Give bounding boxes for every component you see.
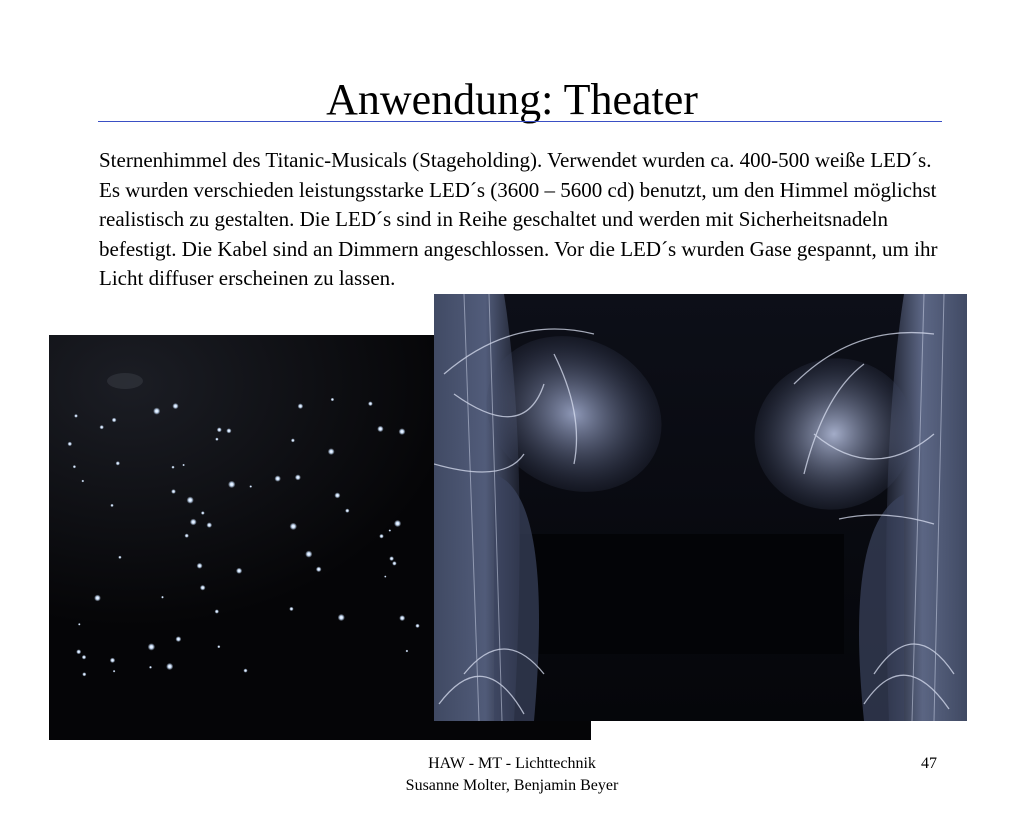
led-star	[399, 428, 406, 435]
led-star	[394, 520, 401, 527]
led-star	[389, 556, 394, 561]
led-star	[215, 438, 218, 441]
led-star	[217, 645, 220, 648]
led-star	[73, 465, 76, 468]
led-star	[316, 567, 322, 573]
footer-authors: Susanne Molter, Benjamin Beyer	[405, 777, 619, 794]
slide-title: Anwendung: Theater	[326, 75, 698, 124]
led-star	[166, 663, 173, 670]
led-star	[112, 418, 117, 423]
led-star	[176, 636, 182, 642]
led-star	[295, 474, 301, 480]
led-star	[331, 398, 335, 402]
led-star	[368, 401, 373, 406]
led-star	[305, 551, 312, 558]
led-star	[94, 595, 101, 602]
led-star	[110, 658, 115, 663]
led-star	[298, 403, 304, 409]
led-star	[110, 504, 113, 507]
led-star	[100, 425, 104, 429]
led-star	[153, 408, 160, 415]
led-star	[377, 426, 383, 432]
led-star	[328, 448, 335, 455]
led-star	[149, 666, 152, 669]
led-star	[236, 568, 242, 574]
led-star	[82, 672, 86, 676]
led-star	[249, 485, 252, 488]
footer-course: HAW - MT - Lichttechnik	[428, 755, 596, 772]
led-star	[190, 519, 197, 526]
led-star	[118, 556, 121, 559]
led-star	[116, 461, 120, 465]
led-star	[290, 523, 297, 530]
led-star	[334, 492, 340, 498]
led-star	[81, 480, 84, 483]
led-star	[392, 561, 397, 566]
led-star	[384, 575, 386, 577]
led-star	[171, 466, 174, 469]
led-star	[379, 534, 384, 539]
led-star	[200, 585, 206, 591]
led-star	[185, 534, 189, 538]
led-star	[289, 607, 293, 611]
led-star	[226, 428, 231, 433]
led-star	[243, 669, 247, 673]
led-star	[82, 655, 87, 660]
led-star	[182, 464, 185, 467]
led-star	[291, 438, 295, 442]
led-star	[171, 489, 176, 494]
led-star	[161, 596, 164, 599]
led-star	[148, 643, 155, 650]
led-star	[217, 427, 222, 432]
led-star	[389, 529, 392, 532]
footer	[312, 753, 712, 797]
stage-curtain-photo	[434, 294, 967, 721]
led-star	[74, 414, 78, 418]
slide-body-text: Sternenhimmel des Titanic-Musicals (Stageholding). Verwendet wurden ca. 400-500 weiße LED´s. Es wurden verschieden leistungsstarke LED´s (3600 – 5600 cd) benutzt, um den Himmel möglichst realistisch zu gestalten. Die LED´s sind in Reihe geschaltet und werden mit Sicherheitsnadeln befestigt. Die Kabel sind an Dimmern angeschlossen. Vor die LED´s wurden Gase gespannt, um ihr Licht diffuser erscheinen zu lassen.	[99, 148, 938, 290]
title-underline	[98, 121, 942, 122]
page-number: 47	[921, 755, 937, 772]
led-star	[197, 563, 203, 569]
led-star	[345, 509, 349, 513]
led-star	[275, 475, 281, 481]
led-star	[215, 609, 219, 613]
led-star	[201, 511, 205, 515]
led-star	[228, 481, 235, 488]
led-star	[68, 442, 73, 447]
led-star	[187, 497, 194, 504]
led-star	[113, 670, 116, 673]
led-star	[78, 623, 81, 626]
led-star	[406, 650, 409, 653]
led-star	[207, 522, 213, 528]
led-star	[172, 403, 178, 409]
led-star	[338, 614, 345, 621]
led-star	[399, 615, 405, 621]
led-star	[76, 649, 81, 654]
led-star	[415, 624, 419, 628]
